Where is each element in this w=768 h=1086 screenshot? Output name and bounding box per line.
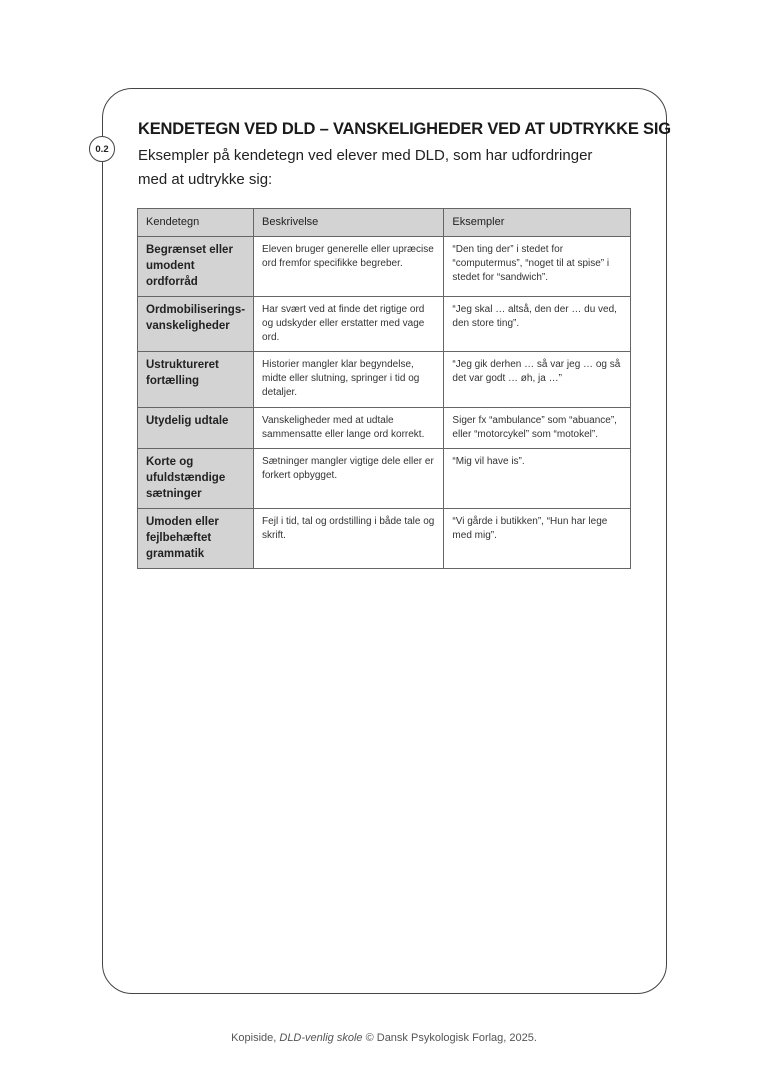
row-example: “Mig vil have is”. xyxy=(444,449,631,509)
footer-suffix: © Dansk Psykologisk Forlag, 2025. xyxy=(362,1032,537,1044)
row-key: Korte og ufuldstændige sætninger xyxy=(138,449,254,509)
header-beskrivelse: Beskrivelse xyxy=(254,209,444,237)
characteristics-table xyxy=(137,208,631,569)
row-description: Fejl i tid, tal og ordstilling i både tale og skrift. xyxy=(254,509,444,569)
page-title: KENDETEGN VED DLD – VANSKELIGHEDER VED AT UDTRYKKE SIG xyxy=(138,120,671,138)
row-description: Har svært ved at finde det rigtige ord og udskyder eller erstatter med vage ord. xyxy=(254,297,444,352)
row-key: Utydelig udtale xyxy=(138,408,254,449)
row-key: Ordmobiliserings-vanskeligheder xyxy=(138,297,254,352)
row-example: “Den ting der” i stedet for “computermus”, “noget til at spise” i stedet for “sandwich”. xyxy=(444,237,631,297)
table-row xyxy=(138,408,631,449)
footer-book-title: DLD-venlig skole xyxy=(279,1032,363,1044)
header-kendetegn: Kendetegn xyxy=(138,209,254,237)
table-row xyxy=(138,297,631,352)
row-example: “Jeg skal … altså, den der … du ved, den store ting”. xyxy=(444,297,631,352)
table-row xyxy=(138,352,631,408)
table-row xyxy=(138,449,631,509)
page-number-badge: 0.2 xyxy=(89,136,115,162)
row-key: Ustruktureret fortælling xyxy=(138,352,254,408)
row-key: Umoden eller fejlbehæftet grammatik xyxy=(138,509,254,569)
row-description: Vanskeligheder med at udtale sammensatte eller lange ord korrekt. xyxy=(254,408,444,449)
row-key: Begrænset eller umodent ordforråd xyxy=(138,237,254,297)
row-example: Siger fx “ambulance” som “abuance”, eller “motorcykel” som “motokel”. xyxy=(444,408,631,449)
table-row xyxy=(138,237,631,297)
page-subtitle: Eksempler på kendetegn ved elever med DLD, som har udfordringer med at udtrykke sig: xyxy=(138,147,593,188)
row-description: Eleven bruger generelle eller upræcise ord fremfor specifikke begreber. xyxy=(254,237,444,297)
row-description: Sætninger mangler vigtige dele eller er forkert opbygget. xyxy=(254,449,444,509)
row-example: “Vi gårde i butikken”, “Hun har lege med mig”. xyxy=(444,509,631,569)
header-eksempler: Eksempler xyxy=(444,209,631,237)
table-header-row xyxy=(138,209,631,237)
footer-prefix: Kopiside, xyxy=(231,1032,280,1044)
row-description: Historier mangler klar begyndelse, midte eller slutning, springer i tid og detaljer. xyxy=(254,352,444,408)
footer-copyright xyxy=(0,1032,768,1044)
table-row xyxy=(138,509,631,569)
row-example: “Jeg gik derhen … så var jeg … og så det var godt … øh, ja …” xyxy=(444,352,631,408)
